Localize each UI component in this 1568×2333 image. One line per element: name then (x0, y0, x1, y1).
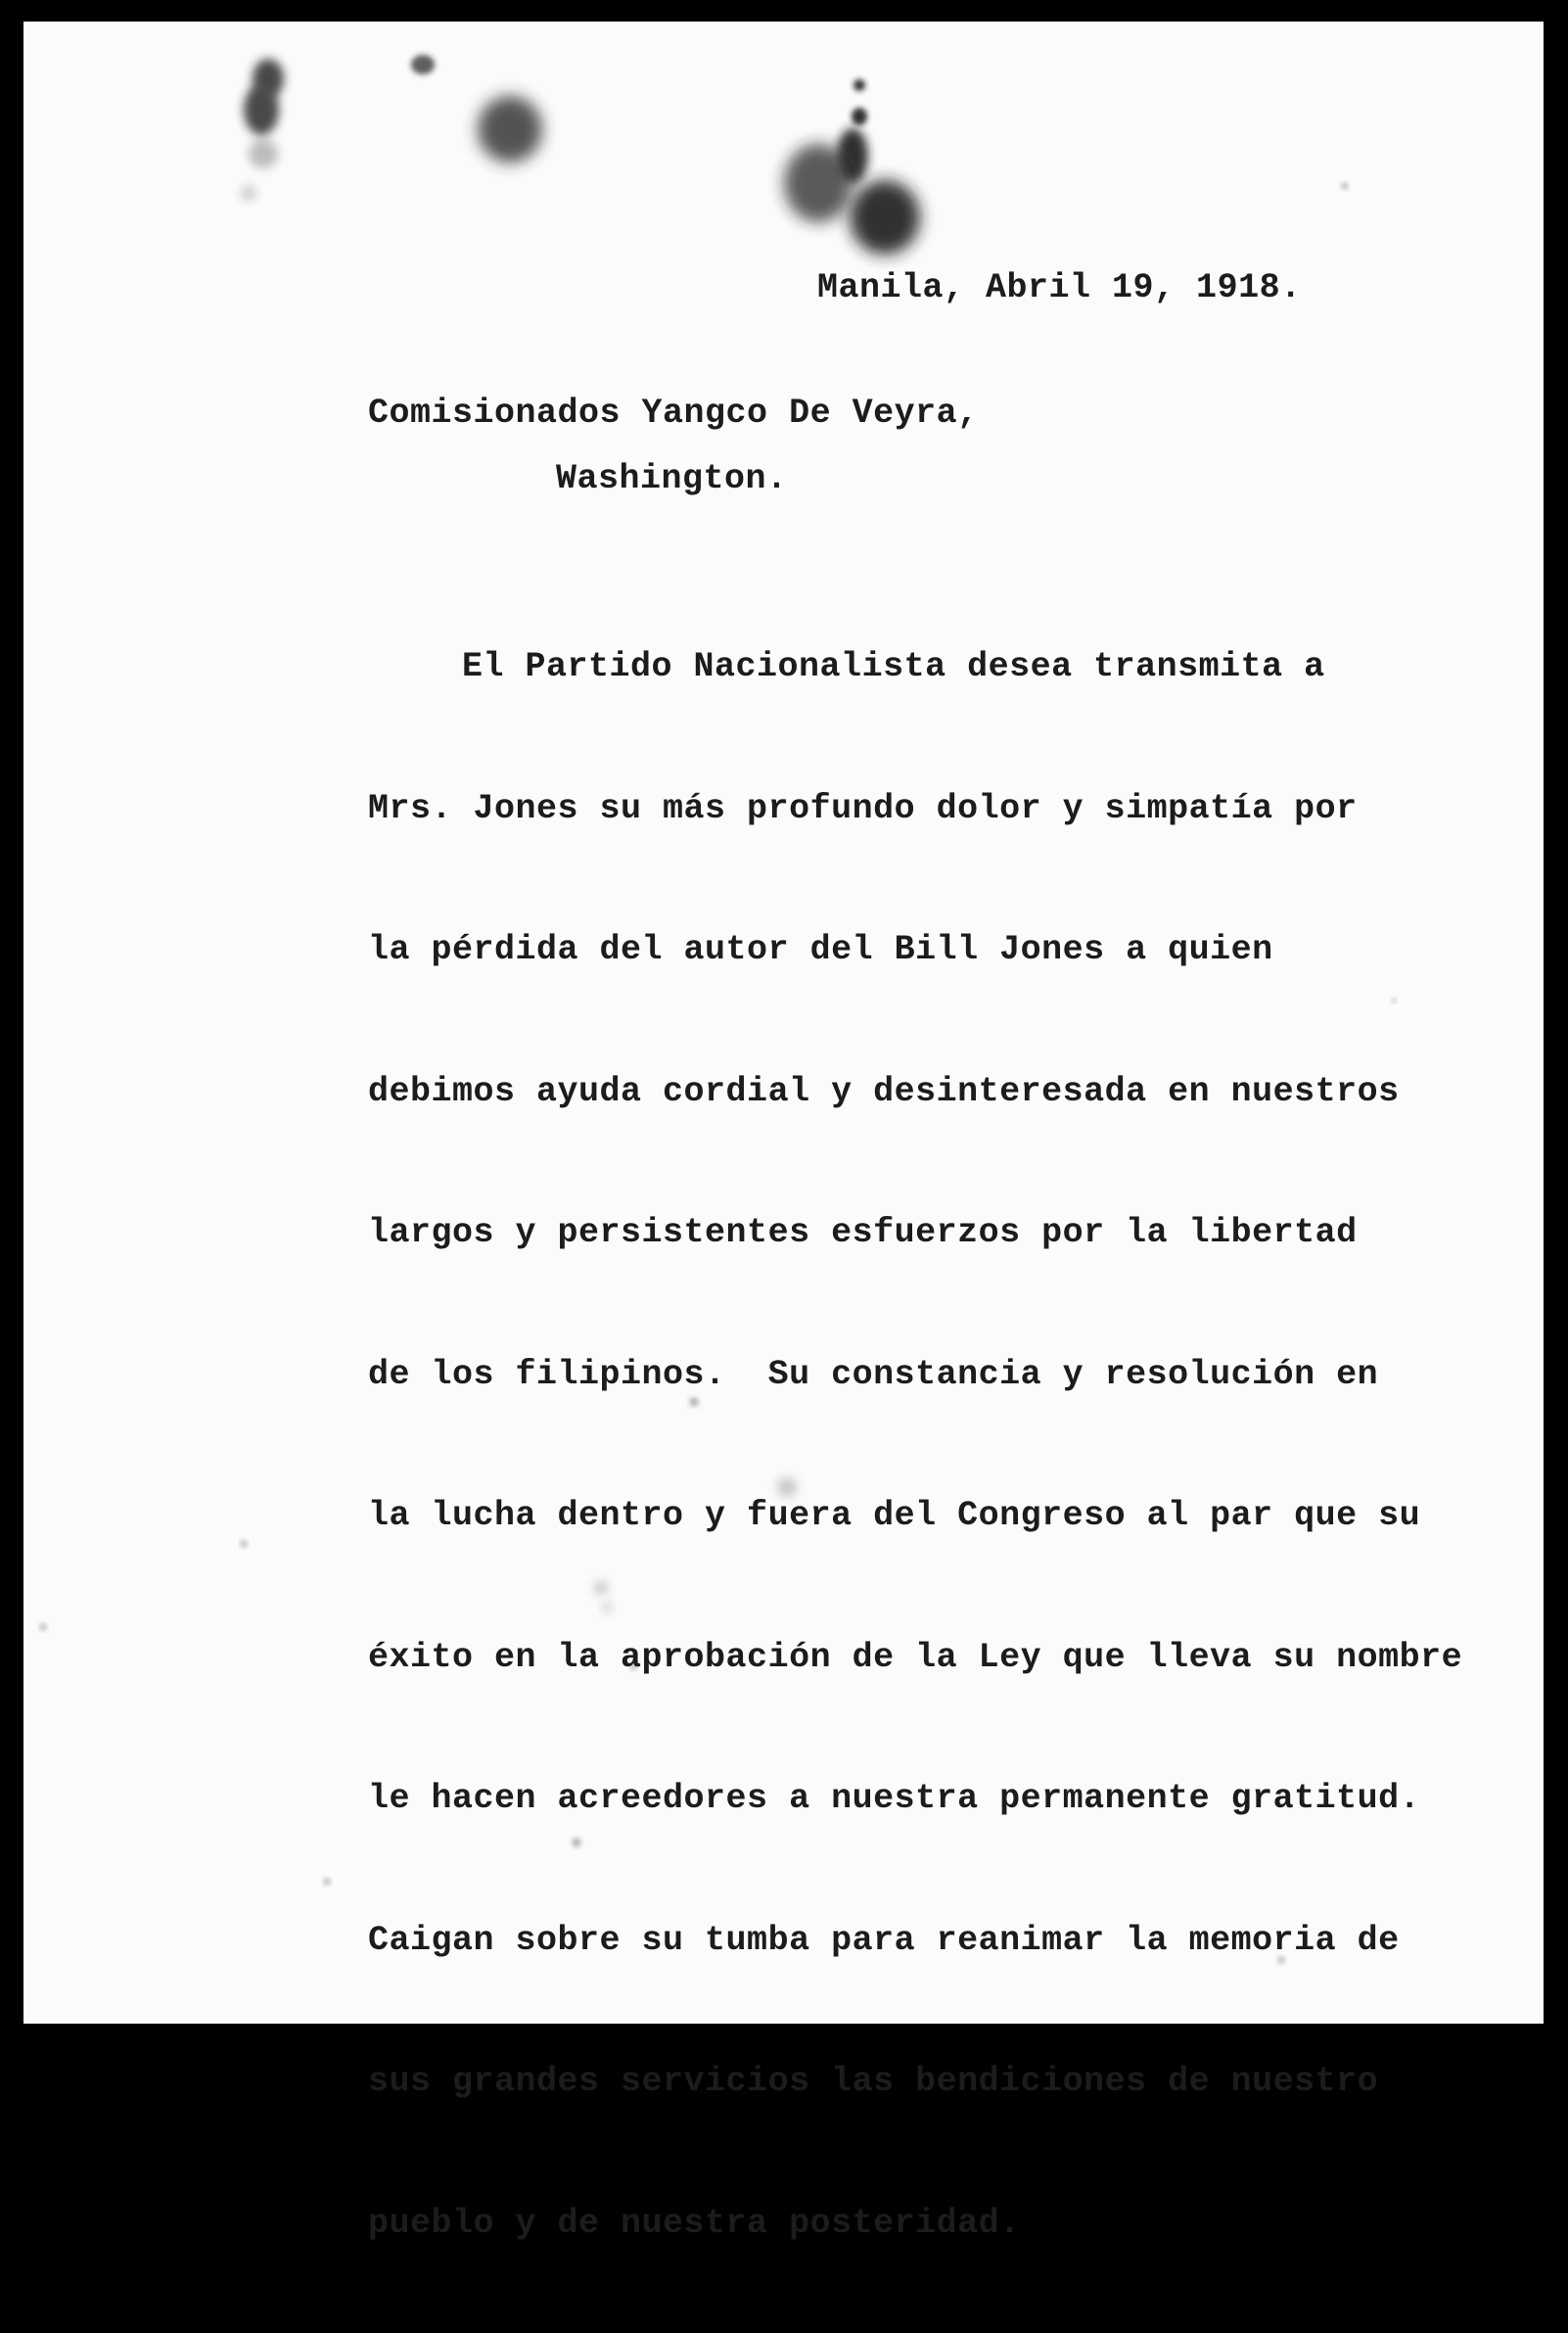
body-line: largos y persistentes esfuerzos por la libertad (368, 1213, 1358, 1252)
body-line: Mrs. Jones su más profundo dolor y simpatía por (368, 788, 1358, 828)
stain-mid (478, 96, 542, 163)
letter-page (23, 22, 1544, 2243)
stain-small (411, 55, 435, 74)
body-line: debimos ayuda cordial y desinteresada en nuestros (368, 1071, 1400, 1111)
letter-date: Manila, Abril 19, 1918. (817, 268, 1302, 307)
stain-right (784, 79, 920, 255)
body-line: éxito en la aprobación de la Ley que lleva su nombre (368, 1637, 1463, 1677)
body-line: la lucha dentro y fuera del Congreso al par que su (368, 1496, 1421, 1535)
letter-city: Washington. (556, 459, 788, 498)
letter-addressee: Comisionados Yangco De Veyra, (368, 394, 979, 433)
body-line: sus grandes servicios las bendiciones de nuestro (368, 2062, 1379, 2101)
body-line: pueblo y de nuestra posteridad. (368, 2203, 1021, 2243)
body-line: le hacen acreedores a nuestra permanente gratitud. (368, 1779, 1421, 1818)
letter-body (368, 557, 1462, 2333)
body-line: Caigan sobre su tumba para reanimar la memoria de (368, 1920, 1400, 1960)
body-line: El Partido Nacionalista desea transmita a (462, 647, 1325, 686)
stain-left (241, 59, 284, 201)
body-line: la pérdida del autor del Bill Jones a quien (368, 930, 1273, 969)
body-line: de los filipinos. Su constancia y resolución en (368, 1354, 1379, 1394)
